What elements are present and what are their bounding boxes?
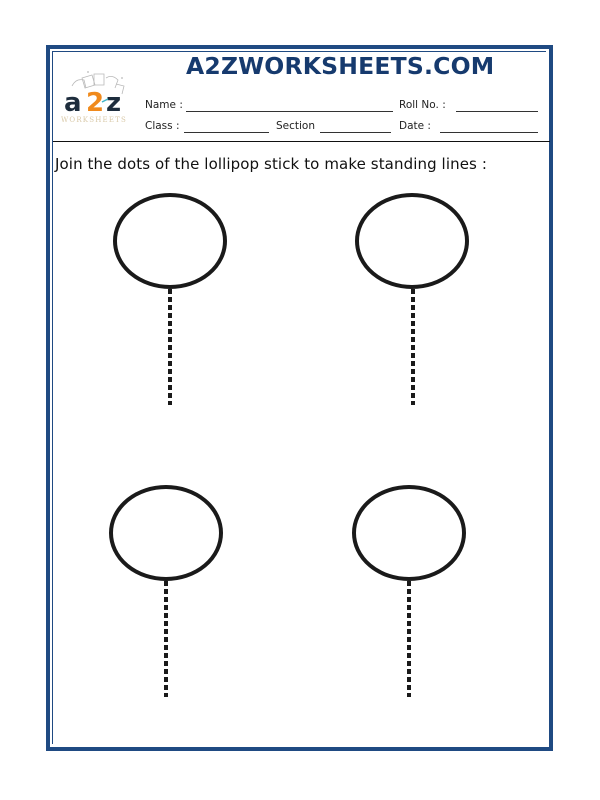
lollipop-2 xyxy=(357,195,467,405)
lollipop-candy-outline xyxy=(115,195,225,287)
lollipop-candy-outline xyxy=(354,487,464,579)
lollipop-1 xyxy=(115,195,225,405)
lollipop-4 xyxy=(354,487,464,697)
roll-no-label: Roll No. : xyxy=(399,99,446,111)
class-label: Class : xyxy=(145,120,180,132)
lollipop-candy-outline xyxy=(111,487,221,579)
date-label: Date : xyxy=(399,120,431,132)
site-title: A2ZWORKSHEETS.COM xyxy=(186,52,495,80)
instruction-text: Join the dots of the lollipop stick to make standing lines : xyxy=(55,155,487,173)
svg-text:a: a xyxy=(64,88,82,118)
section-label: Section xyxy=(276,120,316,132)
svg-text:2: 2 xyxy=(86,88,105,118)
lollipop-candy-outline xyxy=(357,195,467,287)
svg-text:WORKSHEETS: WORKSHEETS xyxy=(61,116,128,124)
name-label: Name : xyxy=(145,99,183,111)
lollipop-3 xyxy=(111,487,221,697)
svg-text:z: z xyxy=(106,88,122,118)
